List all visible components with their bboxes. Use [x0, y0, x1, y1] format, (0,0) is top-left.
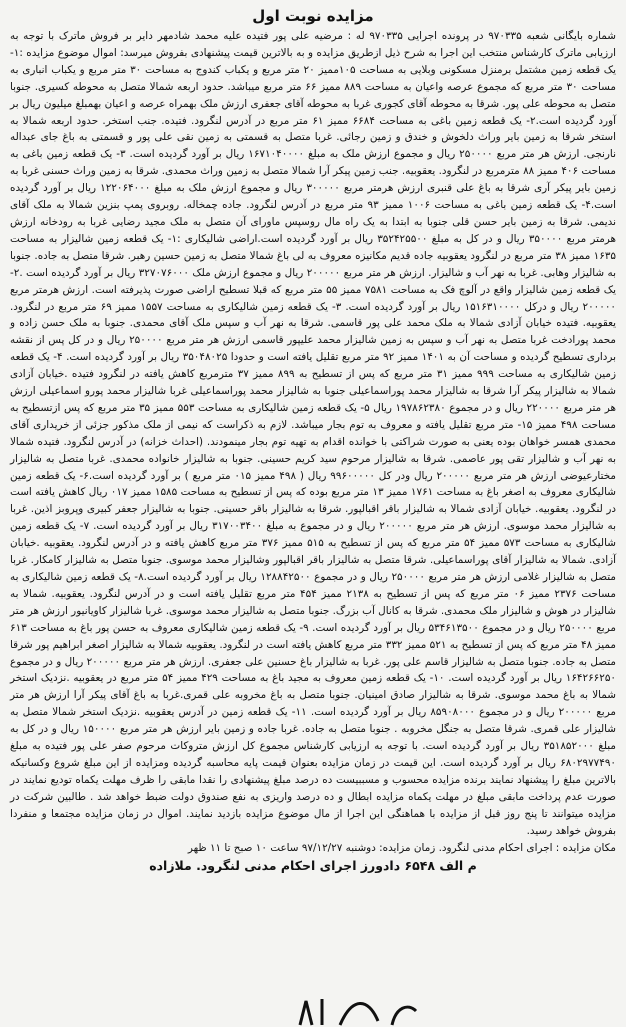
notice-title: مزایده نوبت اول [252, 7, 374, 25]
auction-location-time: مکان مزایده : اجرای احکام مدنی لنگرود. زمان مزایده: دوشنبه ۹۷/۱۲/۲۷ ساعت ۱۰ صبح تا ۱۱ ظهر [187, 841, 616, 854]
notice-body: شماره بایگانی شعبه ۹۷۰۳۳۵ در پرونده اجرایی ۹۷۰۳۳۵ له : مرضیه علی پور فتیده علیه محمد شادمهر دایر بر فروش ماترک با توجه به ارزیابی ماترک کارشناس منتخب این اجرا به شرح ذیل ازطریق مزایده و به بالاترین قیمت پیشنهادی بفروش میرسد: اموال موضوع مزایده :۱- یک قطعه زمین مشتمل برمنزل مسکونی وبلایی به مساحت ۱۰۵ممیز ۲۰ متر مربع و یکباب کندوج به مساحت ۳۰ متر مربع و یکباب انباری به مساحت ۳۰ متر مربع که مجموع عرصه واعیان به مساحت ۸۸۹ ممیز ۶۶ متر مربع میباشد. حدود اربعه شمالا متصل به محوطه کسیری. جنوبا متصل به محوطه علی پور. شرقا به محوطه آقای کجوری غربا به محوطه آقای جعفری ارزش ملک بهمراه عرصه و اعیان بهمبلغ میلیون ریال بر آورد گردیده است.۲- یک قطعه زمین باغی به مساحت ۶۶۸۴ ممیز ۶۱ متر مربع در آدرس لنگرود. فتیده. جنب استخر. حدود اربعه شمالا به استخر شرقا به زمین بایر وراث دلخوش و خندق و زمین رجائی. غربا متصل به قسمتی به زمین نقی علی پور و قسمتی به باغ جای عبداله نارنجی. ارزش هر متر مربع ۲۵۰۰۰۰ ریال و مجموع ارزش ملک به مبلغ ۱۶۷۱۰۴۰۰۰۰ ریال بر آورد گردیده است. ۳- یک قطعه زمین باغی به مساحت ۴۰۶ ممیز ۸۸ مترمربع در لنگرود. یعقوبیه. جنب زمین پیکر آرا شمالا متصل به زمین وراث محمدی. شرقا به زمین وراث حسنی غربا به زمین بایر پیکر آری شرقا به باغ علی قنبری ارزش هرمتر مربع ۳۰۰۰۰۰ ریال و مجموع ارزش ملک به مبلغ ۱۲۲۰۶۴۰۰۰ ریال بر آورد گردیده است.۴- یک قطعه زمین باغی به مساحت ۱۰۰۶ ممیز ۹۳ متر مربع در آدرس لنگرود. جاده چمخاله. روبروی پمپ بنزین شمالا به ملک آقای ندیمی. شرقا به زمین بایر حسن قلی جنوبا به ابتدا به یک راه مال روسپس ماورای آن متصل به ملک مجید رضایی غربا به رودخانه ارزش هرمتر مربع ۳۵۰۰۰۰ ریال و در کل به مبلغ ۳۵۲۴۲۵۵۰۰ ریال بر آورد گردیده است.اراضی شالیکاری :۱- یک قطعه زمین شالیزار به مساحت ۱۶۳۵ ممیز ۳۸ متر مربع در لنگرود یعقوبیه جاده قدیم مکانیزه معروف به لی باغ شمالا متصل به زمین حسین رهبر. شرقا متصل به جاده. جنوبا به شالیزار وهابی. غربا به نهر آب و شالیزار. ارزش هر متر مربع ۲۰۰۰۰۰ ریال و مجموع ارزش ملک ۳۲۷۰۷۶۰۰۰ ریال بر آورد گردیده است .۲- یک قطعه زمین شالیزار واقع در آلوچ فک به مساحت ۷۵۸۱ ممیز ۵۵ متر مربع که قبلا تسطیح اراضی صورت پذیرفته است. ارزش هرمتر مربع ۲۰۰۰۰۰ ریال و درکل ۱۵۱۶۳۱۰۰۰۰ ریال بر آورد گردیده است. ۳- یک قطعه زمین شالیکاری به مساحت ۱۵۵۷ ممیز ۶۹ متر مربع در لنگرود. یعقوبیه. فتیده خیابان آزادی شمالا به ملک محمد علی پور قاسمی. شرقا به نهر آب و سپس ملک آقای محمدی. جنوبا به ملک حسن زاده و محمد پورادخت غربا متصل به نهر آب و سپس به زمین شالیزار محمد علیپور قاسمی ارزش هر متر مربع ۲۵۰۰۰۰ ریال و در کل پس از نقشه برداری تسطیح گردیده و مساحت آن به ۱۴۰۱ ممیز ۹۲ متر مربع تقلیل یافته است و حدودا ۳۵۰۴۸۰۲۵ ریال بر آورد گردیده است. ۴- یک قطعه زمین شالیکاری به مساحت ۹۹۹ ممیز ۳۱ متر مربع که پس از تسطیح به ۸۹۹ ممیز ۳۷ مترمربع کاهش یافته در لنگرود فتیده .خیابان آزادی شمالا به شالیزار پیکر آرا شرقا به شالیزار محمد پوراسماعیلی جنوبا به شالیزار محمد پوراسماعیلی غربا شالیزار محمد پورو اسماعیلی ارزش هر متر مربع ۲۲۰۰۰۰ ریال و در مجموع ۱۹۷۸۶۲۳۸۰ ریال ۵- یک قطعه زمین شالیکاری به مساحت ۵۵۳ ممیز ۳۵ متر مربع که پس ازتسطیح به مساحت ۴۹۸ ممیز ۱۵- متر مربع تقلیل یافته و معروف به توم بجار میباشد. لازم به ذکراست که نیمی از ملک مذکور جزئی از خریداری آقای محمدی همسر خواهان بوده یعنی به صورت شراکتی با خوانده اقدام به تهیه توم بجار مینمودند. (احداث خزانه) در آدرس لنگرود. فتیده شمالا به نهر آب و شالیزار تقی پور عاصمی. شرقا به شالیزار مرحوم سید کریم حسینی. جنوبا به شالیزار خانواده محمدی. غربا متصل به شالیزار مختارعیوضی ارزش هر متر مربع ۲۰۰۰۰۰ ریال ودر کل ۹۹۶۰۰۰۰۰ ریال ( ۴۹۸ ممیز ۰۱۵ متر مربع ) بر آورد گردیده است.۶- یک قطعه زمین شالیکاری معروف به اصغر باغ به مساحت ۱۷۶۱ ممیز ۱۳ متر مربع بوده که پس از تسطیح به مساحت ۱۵۸۵ ممیز ۰۱۷ ریال کاهش یافته است در لنگرود. یعقوبیه. خیابان آزادی شمالا به شالیزار باقر اقبالپور. شرقا به شالیزار باقر حسینی. جنوبا به شالیزار جعفر کبیری وپروبز اذین. غربا به شالیزار محمد موسوی. ارزش هر متر مربع ۲۰۰۰۰۰ ریال و در مجموع به مبلغ ۳۱۷۰۰۳۴۰۰ ریال بر آورد گردیده است. ۷- یک قطعه زمین شالیکاری به مساحت ۵۷۳ ممیز ۵۴ متر مربع که پس از تسطیح به ۵۱۵ ممیز ۳۷۶ متر مربع کاهش یافته و در آدرس لنگرود. یعقوبیه .خیابان آزادی. شمالا به شالیزار آقای پوراسماعیلی. شرقا متصل به شالیزار باقر اقبالپور وشالیزار محمد موسوی. جنوبا متصل به شالیزار کامکار. غربا متصل به شالیزار غلامی ارزش هر متر مربع ۲۵۰۰۰۰ ریال و در مجموع ۱۲۸۸۴۲۵۰۰ ریال بر آورد گردیده است.۸- یک قطعه زمین شالیکاری به مساحت ۲۳۷۶ ممیز ۰۶ متر مربع که پس از تسطیح به ۲۱۳۸ ممیز ۴۵۴ متر مربع تقلیل یافته است و در آدرس لنگرود. یعقوبیه. شمالا به شالیزار در هوش و شالیزار ملک محمدی. شرقا به کانال آب بزرگ. جنوبا متصل به شالیزار محمد موسوی. غربا شالیزار کاویانیور ارزش هر متر مربع ۲۵۰۰۰۰ ریال و در مجموع ۵۳۴۶۱۳۵۰۰ ریال بر آورد گردیده است. ۹- یک قطعه زمین شالیکاری معروف به حسن پور باغ به مساحت ۶۱۳ ممیز ۴۸ متر مربع که پس از تسطیح به ۵۲۱ ممیز ۳۳۲ متر مربع کاهش یافته است در لنگرود. یعقوبیه شمالا به شالیزار اصغر ابراهیم پور شرقا متصل به جاده. جنوبا متصل به شالیزار قاسم علی پور. غربا به شالیزار باغ حسنین علی جعفری. ارزش هر متر مربع ۲۰۰۰۰۰ ریال و در مجموع ۱۶۴۲۶۶۲۵۰ ریال بر آورد گردیده است. ۱۰- یک قطعه زمین معروف به مجید باغ به مساحت ۴۲۹ ممیز ۵۴ متر مربع در یعقوبیه .نزدیک استخر شمالا به باغ محمد موسوی. شرقا به شالیزار صادق امینیان. جنوبا متصل به باغ مخروبه علی قمری.غربا به باغ آقای پیکر آرا ارزش هر متر مربع ۲۰۰۰۰۰ ریال و در مجموع ۸۵۹۰۸۰۰۰ ریال بر آورد گردیده است. ۱۱- یک قطعه زمین در آدرس یعقوبیه .نزدیک استخر شمالا متصل به شالیزار علی قمری. شرقا متصل به جنگل مخروبه . جنوبا متصل به جاده. غربا جاده و زمین بایر ارزش هر متر مربع ۱۵۰۰۰۰ ریال و در کل به مبلغ ۳۵۱۸۵۲۰۰۰ ریال بر آورد گردیده است. با توجه به ارزیابی کارشناس مجموع کل ارزش متروکات مرحوم صفر علی پور فتیده به مبلغ ۶۸۰۲۹۷۷۴۹۰ ریال بر آورد گردیده است. این قیمت در زمان مزایده بعنوان قیمت پایه محاسبه گردیده ومزایده از این مبلغ شروع وکسانیکه بالاترین مبلغ را پیشنهاد نمایند برنده مزایده محسوب و مسببیست ده درصد مبلغ پیشنهادی را نقدا مابقی را ظرف مهلت یکماه تودیع نمایند در صورت عدم پرداخت مابقی مبلغ در مهلت یکماه مزایده ابطال و ده درصد واریزی به نفع صندوق دولت ضبط خواهد شد . طالبین شرکت در مزایده میتوانند تا پنج روز قبل از مزایده با هماهنگی این اجرا از مال موضوع مزایده بازدید نمایند. اموال در زمان مزایده مجتمعا و منفردا بفروش خواهد رسید. [10, 30, 617, 837]
notice-closing: م الف ۶۵۴۸ دادورز اجرای احکام مدنی لنگرود. ملازاده [149, 858, 477, 874]
handwritten-signature [0, 991, 626, 1027]
